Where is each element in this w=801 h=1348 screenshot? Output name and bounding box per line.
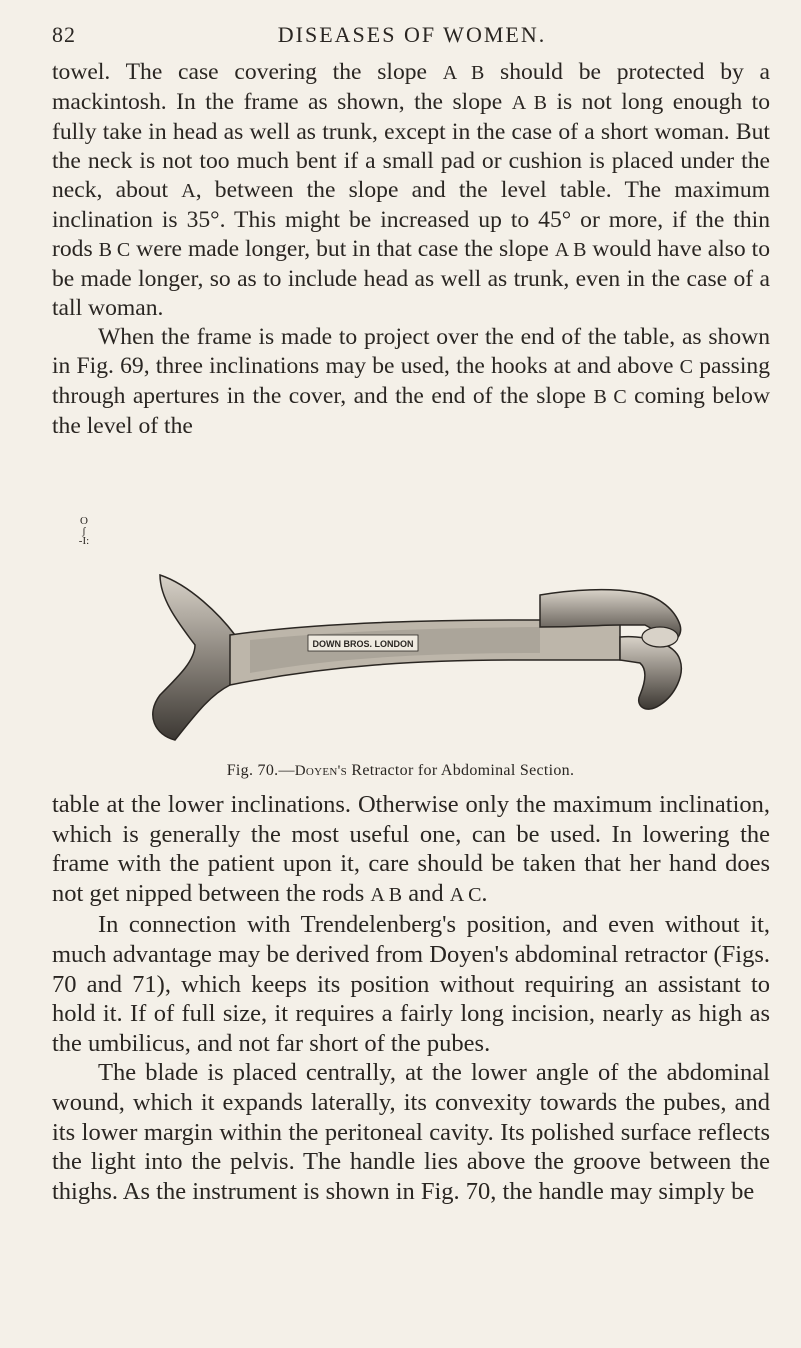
retractor-illustration: [100, 565, 720, 745]
page-header: [52, 22, 772, 50]
figure-caption: Fig. 70.—Doyen's Retractor for Abdominal Section.: [226, 762, 575, 779]
paragraph: When the frame is made to project over the end of the table, as shown in Fig. 69, three inclinations may be used, the hooks at and above C passing through apertures in the cover, and the end of the slope B C coming below the level of the: [52, 324, 771, 439]
paragraph: In connection with Trendelenberg's position, and even without it, much advantage may be derived from Doyen's abdominal retractor (Figs. 70 and 71), which keeps its position without requiring an assistant to hold it. If of full size, it requires a fairly long incision, nearly as high as the umbilicus, and not far short of the pubes.: [52, 911, 770, 1057]
margin-marks: O ʃ -I:: [78, 515, 90, 547]
maker-stamp: DOWN BROS. LONDON: [312, 639, 414, 649]
running-title: DISEASES OF WOMEN.: [277, 22, 547, 47]
paragraph: towel. The case covering the slope A B should be protected by a mackintosh. In the frame as shown, the slope A B is not long enough to fully take in head as well as trunk, except in the case of a short woman. But the neck is not too much bent if a small pad or cushion is placed under the neck, about A, between the slope and the level table. The maximum inclination is 35°. This might be increased up to 45° or more, if the thin rods B C were made longer, but in that case the slope A B would have also to be made longer, so as to include head as well as trunk, even in the case of a tall woman.: [52, 59, 771, 321]
paragraph: The blade is placed centrally, at the lower angle of the abdominal wound, which it expands laterally, its convexity towards the pubes, and its lower margin within the peritoneal cavity. Its polished surface reflects the light into the pelvis. The handle lies above the groove between the thighs. As the instrument is shown in Fig. 70, the handle may simply be: [52, 1059, 770, 1205]
page-number: 82: [52, 22, 76, 47]
text-block-bottom: [52, 790, 770, 1206]
text-block-top: [52, 58, 770, 441]
paragraph: table at the lower inclinations. Otherwise only the maximum inclination, which is generally the most useful one, can be used. In lowering the frame with the patient upon it, care should be taken that her hand does not get nipped between the rods A B and A C.: [52, 791, 770, 907]
retractor-drawing: [100, 565, 720, 745]
